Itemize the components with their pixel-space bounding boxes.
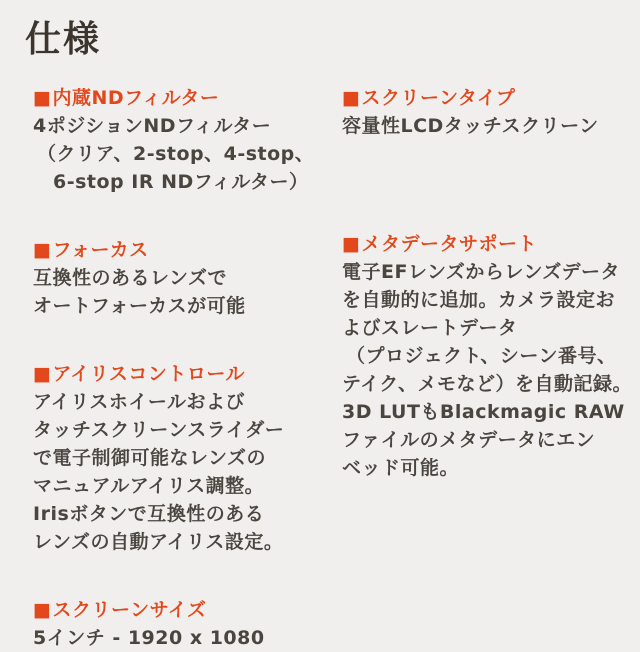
square-bullet-icon: ■	[33, 239, 52, 261]
section-heading-label: 内蔵NDフィルター	[52, 87, 220, 109]
spec-line: ファイルのメタデータにエン	[342, 429, 596, 451]
spec-line: マニュアルアイリス調整。	[33, 475, 265, 497]
section-heading	[33, 236, 342, 264]
left-column	[25, 84, 342, 652]
spec-line: オートフォーカスが可能	[33, 295, 246, 317]
spec-line: （プロジェクト、シーン番号、	[346, 345, 617, 367]
spec-line: レンズの自動アイリス設定。	[33, 531, 284, 553]
spec-line: 4ポジションNDフィルター	[33, 115, 272, 137]
square-bullet-icon: ■	[33, 363, 52, 385]
section-heading	[342, 230, 612, 258]
section-iris-control	[33, 360, 342, 556]
spec-line: Irisボタンで互換性のある	[33, 503, 265, 525]
section-nd-filter	[33, 84, 342, 196]
section-screen-type	[342, 84, 612, 140]
spec-line: 5インチ - 1920 x 1080	[33, 627, 265, 649]
section-heading	[33, 84, 342, 112]
square-bullet-icon: ■	[342, 233, 361, 255]
section-metadata-support	[342, 230, 633, 482]
spec-line: 6-stop IR NDフィルター）	[53, 171, 309, 193]
spec-line: ベッド可能。	[342, 457, 460, 479]
spec-line: で電子制御可能なレンズの	[33, 447, 266, 469]
spec-line: 電子EFレンズからレンズデータ	[342, 261, 620, 283]
spec-line: 互換性のあるレンズで	[33, 267, 227, 289]
square-bullet-icon: ■	[342, 87, 361, 109]
spec-line: （クリア、2-stop、4-stop、	[37, 143, 315, 165]
spec-columns	[25, 84, 633, 652]
section-focus	[33, 236, 342, 320]
spec-line: よびスレートデータ	[342, 317, 518, 339]
right-column	[342, 84, 633, 652]
section-heading-label: メタデータサポート	[361, 233, 537, 255]
square-bullet-icon: ■	[33, 599, 52, 621]
spec-line: アイリスホイールおよび	[33, 391, 246, 413]
section-heading-label: スクリーンタイプ	[361, 87, 516, 109]
spec-line: 3D LUTもBlackmagic RAW	[342, 401, 625, 423]
page-title: 仕様	[25, 19, 102, 60]
spec-line: 容量性LCDタッチスクリーン	[342, 115, 599, 137]
section-heading-label: フォーカス	[52, 239, 149, 261]
section-heading	[33, 596, 342, 624]
section-heading	[33, 360, 342, 388]
spec-line: を自動的に追加。カメラ設定お	[342, 289, 616, 311]
section-screen-size	[33, 596, 342, 652]
spec-line: タッチスクリーンスライダー	[33, 419, 285, 441]
section-heading	[342, 84, 612, 112]
spec-line: テイク、メモなど）を自動記録。	[342, 373, 633, 395]
section-heading-label: アイリスコントロール	[52, 363, 245, 385]
square-bullet-icon: ■	[33, 87, 52, 109]
section-heading-label: スクリーンサイズ	[52, 599, 207, 621]
